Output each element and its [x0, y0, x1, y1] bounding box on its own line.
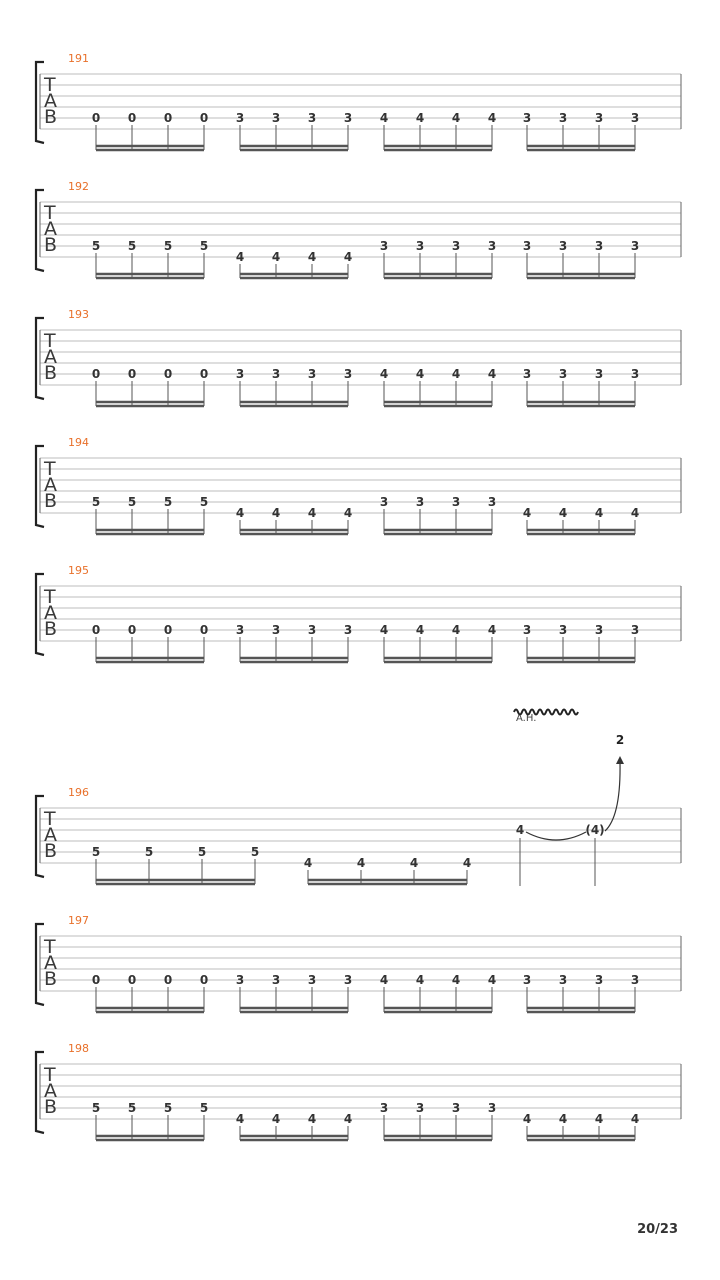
- fret-number: 4: [487, 973, 497, 987]
- fret-number: 0: [91, 973, 101, 987]
- tab-clef-letter: B: [44, 490, 58, 512]
- fret-number: 3: [630, 239, 640, 253]
- fret-number: 3: [235, 973, 245, 987]
- measure-number: 195: [68, 564, 89, 577]
- fret-number: 4: [356, 856, 366, 870]
- tab-clef-letter: A: [44, 824, 57, 846]
- fret-number: 4: [307, 250, 317, 264]
- fret-number: 0: [91, 367, 101, 381]
- fret-number: 3: [451, 1101, 461, 1115]
- fret-number: 3: [379, 495, 389, 509]
- fret-number: 4: [558, 1112, 568, 1126]
- tab-clef-letter: B: [44, 234, 58, 256]
- bend-arrow: [605, 762, 620, 831]
- fret-number: 3: [343, 973, 353, 987]
- fret-number: 3: [558, 111, 568, 125]
- tab-clef-letter: B: [44, 618, 58, 640]
- fret-number: 5: [127, 1101, 137, 1115]
- tab-clef-letter: A: [44, 952, 57, 974]
- fret-number: 4: [630, 1112, 640, 1126]
- fret-number: 4: [487, 111, 497, 125]
- measure-number: 198: [68, 1042, 89, 1055]
- fret-number: 4: [451, 623, 461, 637]
- fret-number: 3: [594, 623, 604, 637]
- fret-number: 3: [594, 239, 604, 253]
- fret-number: 4: [235, 1112, 245, 1126]
- fret-number: 3: [271, 111, 281, 125]
- fret-number: 4: [451, 973, 461, 987]
- tab-clef-letter: A: [44, 602, 57, 624]
- fret-number: 0: [127, 973, 137, 987]
- tab-clef-letter: T: [44, 586, 56, 608]
- fret-number: 3: [594, 111, 604, 125]
- tab-clef-letter: T: [44, 1064, 56, 1086]
- fret-number: 4: [379, 367, 389, 381]
- fret-number: 3: [307, 367, 317, 381]
- fret-number: 4: [379, 111, 389, 125]
- tab-clef-letter: B: [44, 106, 58, 128]
- fret-number: 3: [379, 239, 389, 253]
- bend-arrowhead: [616, 756, 624, 764]
- page-number: 20/23: [637, 1222, 678, 1237]
- fret-number: 4: [558, 506, 568, 520]
- tab-clef-letter: A: [44, 90, 57, 112]
- fret-number: 3: [487, 239, 497, 253]
- bend-amount: 2: [615, 733, 625, 747]
- fret-number: 3: [558, 239, 568, 253]
- tab-clef-letter: B: [44, 362, 58, 384]
- fret-number: 4: [235, 250, 245, 264]
- fret-number: 4: [271, 250, 281, 264]
- fret-number: 4: [415, 623, 425, 637]
- fret-number: 0: [127, 111, 137, 125]
- measure-number: 193: [68, 308, 89, 321]
- fret-number: 3: [522, 111, 532, 125]
- fret-number: 0: [199, 111, 209, 125]
- fret-number: 4: [451, 367, 461, 381]
- fret-number: 4: [487, 367, 497, 381]
- fret-number: 5: [91, 845, 101, 859]
- fret-number: 4: [415, 973, 425, 987]
- tab-clef-letter: A: [44, 346, 57, 368]
- fret-number: 3: [558, 973, 568, 987]
- tied-fret-target: (4): [585, 823, 605, 837]
- fret-number: 5: [199, 239, 209, 253]
- fret-number: 3: [630, 111, 640, 125]
- fret-number: 4: [235, 506, 245, 520]
- fret-number: 3: [522, 623, 532, 637]
- fret-number: 5: [144, 845, 154, 859]
- fret-number: 5: [199, 495, 209, 509]
- tab-clef-letter: B: [44, 968, 58, 990]
- fret-number: 4: [522, 1112, 532, 1126]
- fret-number: 0: [91, 623, 101, 637]
- fret-number: 0: [163, 111, 173, 125]
- fret-number: 4: [307, 1112, 317, 1126]
- fret-number: 3: [487, 495, 497, 509]
- tab-clef-letter: T: [44, 936, 56, 958]
- fret-number: 3: [630, 623, 640, 637]
- fret-number: 5: [163, 239, 173, 253]
- fret-number: 0: [91, 111, 101, 125]
- fret-number: 5: [127, 239, 137, 253]
- fret-number: 4: [522, 506, 532, 520]
- fret-number: 4: [594, 1112, 604, 1126]
- fret-number: 5: [91, 495, 101, 509]
- fret-number: 4: [487, 623, 497, 637]
- fret-number: 4: [415, 111, 425, 125]
- fret-number: 3: [307, 623, 317, 637]
- fret-number: 4: [630, 506, 640, 520]
- fret-number: 0: [127, 623, 137, 637]
- tab-clef-letter: T: [44, 202, 56, 224]
- fret-number: 3: [271, 367, 281, 381]
- measure-number: 192: [68, 180, 89, 193]
- fret-number: 3: [343, 623, 353, 637]
- fret-number: 3: [379, 1101, 389, 1115]
- fret-number: 3: [307, 111, 317, 125]
- fret-number: 4: [415, 367, 425, 381]
- fret-number: 4: [303, 856, 313, 870]
- fret-number: 4: [343, 506, 353, 520]
- fret-number: 3: [487, 1101, 497, 1115]
- fret-number: 3: [451, 239, 461, 253]
- fret-number: 4: [271, 1112, 281, 1126]
- fret-number: 5: [163, 1101, 173, 1115]
- fret-number: 0: [163, 623, 173, 637]
- fret-number: 0: [163, 367, 173, 381]
- fret-number: 4: [451, 111, 461, 125]
- tab-clef-letter: T: [44, 808, 56, 830]
- fret-number: 3: [415, 1101, 425, 1115]
- fret-number: 3: [630, 367, 640, 381]
- harmonic-label: A.H.: [516, 713, 537, 724]
- fret-number: 5: [163, 495, 173, 509]
- fret-number: 4: [462, 856, 472, 870]
- fret-number: 3: [235, 623, 245, 637]
- measure-number: 191: [68, 52, 89, 65]
- fret-number: 0: [127, 367, 137, 381]
- fret-number: 4: [343, 250, 353, 264]
- tab-clef-letter: A: [44, 218, 57, 240]
- tab-clef-letter: B: [44, 1096, 58, 1118]
- fret-number: 3: [522, 973, 532, 987]
- tab-clef-letter: T: [44, 74, 56, 96]
- fret-number: 3: [522, 239, 532, 253]
- fret-number: 0: [199, 623, 209, 637]
- fret-number: 5: [197, 845, 207, 859]
- fret-number: 3: [594, 973, 604, 987]
- fret-number: 3: [630, 973, 640, 987]
- fret-number: 5: [91, 1101, 101, 1115]
- fret-number: 3: [343, 111, 353, 125]
- fret-number: 3: [235, 367, 245, 381]
- fret-number: 3: [415, 495, 425, 509]
- measure-number: 194: [68, 436, 89, 449]
- fret-number: 4: [271, 506, 281, 520]
- fret-number: 3: [522, 367, 532, 381]
- fret-number: 3: [415, 239, 425, 253]
- fret-number: 3: [271, 973, 281, 987]
- fret-number: 3: [594, 367, 604, 381]
- fret-number: 3: [307, 973, 317, 987]
- tab-clef-letter: A: [44, 474, 57, 496]
- tab-clef-letter: A: [44, 1080, 57, 1102]
- fret-number: 5: [250, 845, 260, 859]
- fret-number: 5: [127, 495, 137, 509]
- fret-number: 4: [594, 506, 604, 520]
- fret-number: 3: [343, 367, 353, 381]
- fret-number: 3: [558, 367, 568, 381]
- fret-number: 4: [307, 506, 317, 520]
- fret-number: 5: [199, 1101, 209, 1115]
- tab-clef-letter: T: [44, 330, 56, 352]
- tab-clef-letter: B: [44, 840, 58, 862]
- fret-number: 4: [379, 973, 389, 987]
- fret-number: 4: [343, 1112, 353, 1126]
- fret-number: 5: [91, 239, 101, 253]
- measure-number: 197: [68, 914, 89, 927]
- fret-number: 3: [271, 623, 281, 637]
- fret-number: 0: [163, 973, 173, 987]
- fret-number: 4: [409, 856, 419, 870]
- tie-arc: [526, 832, 586, 840]
- fret-number: 3: [235, 111, 245, 125]
- fret-number: 4: [379, 623, 389, 637]
- tab-clef-letter: T: [44, 458, 56, 480]
- fret-number: 0: [199, 973, 209, 987]
- fret-number: 3: [451, 495, 461, 509]
- measure-number: 196: [68, 786, 89, 799]
- fret-number: 0: [199, 367, 209, 381]
- tied-fret-number: 4: [515, 823, 525, 837]
- fret-number: 3: [558, 623, 568, 637]
